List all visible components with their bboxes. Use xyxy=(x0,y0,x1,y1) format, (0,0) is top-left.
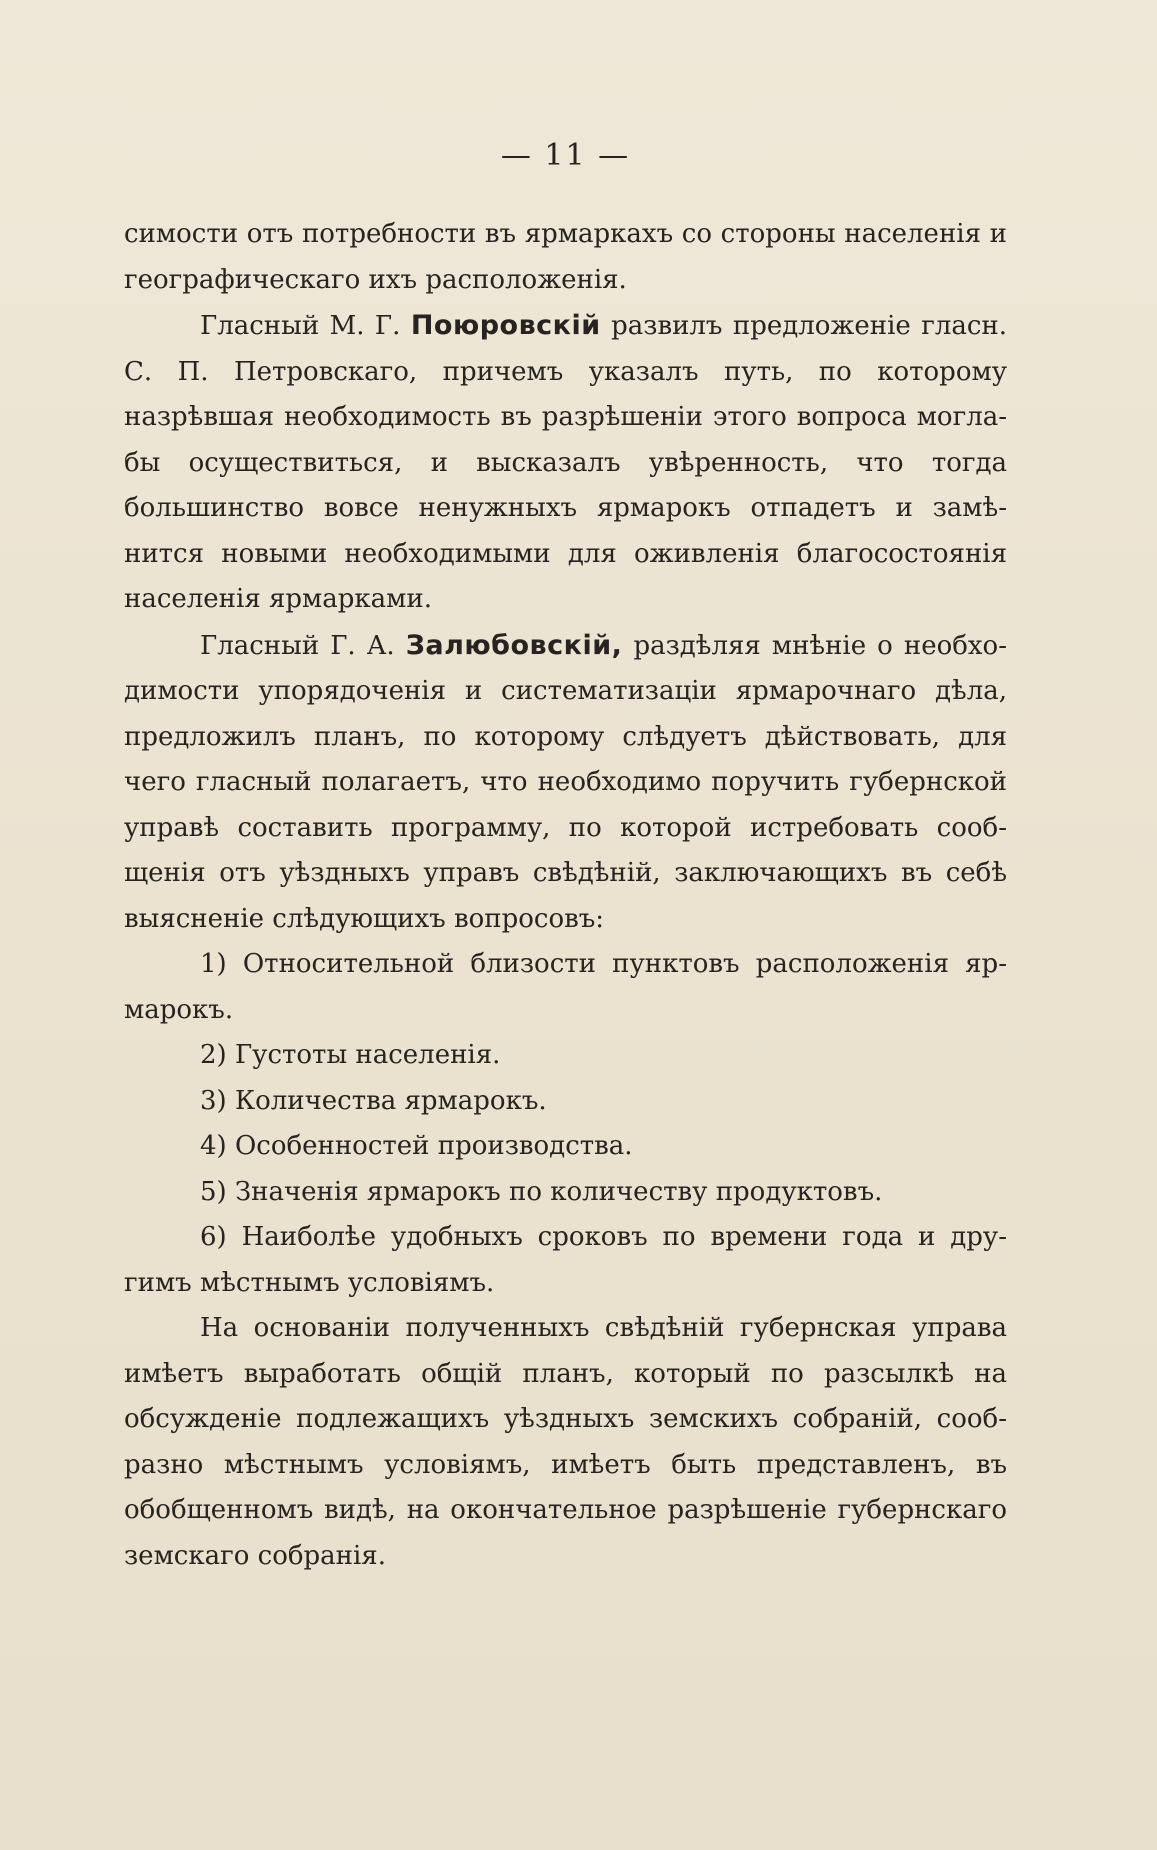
speaker-name: Поюровскій xyxy=(410,310,601,341)
paragraph-body: раздѣляя мнѣніе о необходимости упорядоченія и систематизаціи ярмарочнаго дѣла, предложилъ планъ, по которому слѣдуетъ дѣйствовать, для чего гласный полагаетъ, что необходимо поручить губернской управѣ составить программу, по которой истребовать сообщенія отъ уѣздныхъ управъ свѣдѣній, заключающихъ въ себѣ выясненіе слѣдующихъ вопросовъ: xyxy=(124,630,1008,934)
list-item-6: 6) Наиболѣе удобныхъ сроковъ по времени года и другимъ мѣстнымъ условіямъ. xyxy=(124,1222,1007,1298)
speaker-name: Залюбовскій, xyxy=(405,629,623,661)
paragraph-zalyubovsky xyxy=(124,623,1007,943)
paragraph-body: развилъ предложеніе гласн. С. П. Петровскаго, причемъ указалъ путь, по которому назрѣвшая необходимость въ разрѣшеніи этого вопроса могла-бы осуществиться, и высказалъ увѣренность, что тогда большинство вовсе ненужныхъ ярмарокъ отпадетъ и замѣнится новыми необходимыми для оживленія благосостоянія населенія ярмарками. xyxy=(124,311,1007,614)
list-item-4: 4) Особенностей производства. xyxy=(200,1131,633,1161)
paragraph-poyurovsky xyxy=(124,303,1007,623)
paragraph-lead: Гласный Г. А. xyxy=(200,630,406,661)
paragraph-lead: Гласный М. Г. xyxy=(200,311,411,341)
list-item-5: 5) Значенія ярмарокъ по количеству продуктовъ. xyxy=(200,1176,883,1207)
paragraph-conclusion: На основаніи полученныхъ свѣдѣній губернская управа имѣетъ выработать общій планъ, который по разсылкѣ на обсужденіе подлежащихъ уѣздныхъ земскихъ собраній, сообразно мѣстнымъ условіямъ, имѣетъ быть представленъ, въ обобщенномъ видѣ, на окончательное разрѣшеніе губернскаго земскаго собранія. xyxy=(124,1313,1007,1571)
list-item-3: 3) Количества ярмарокъ. xyxy=(200,1085,547,1116)
list-item-1: 1) Относительной близости пунктовъ расположенія ярмарокъ. xyxy=(124,949,1007,1025)
list-item-2: 2) Густоты населенія. xyxy=(200,1040,501,1070)
page-number: — 11 — xyxy=(500,138,631,173)
paragraph-continuation: симости отъ потребности въ ярмаркахъ со стороны населенія и географическаго ихъ расположенія. xyxy=(124,219,1007,295)
